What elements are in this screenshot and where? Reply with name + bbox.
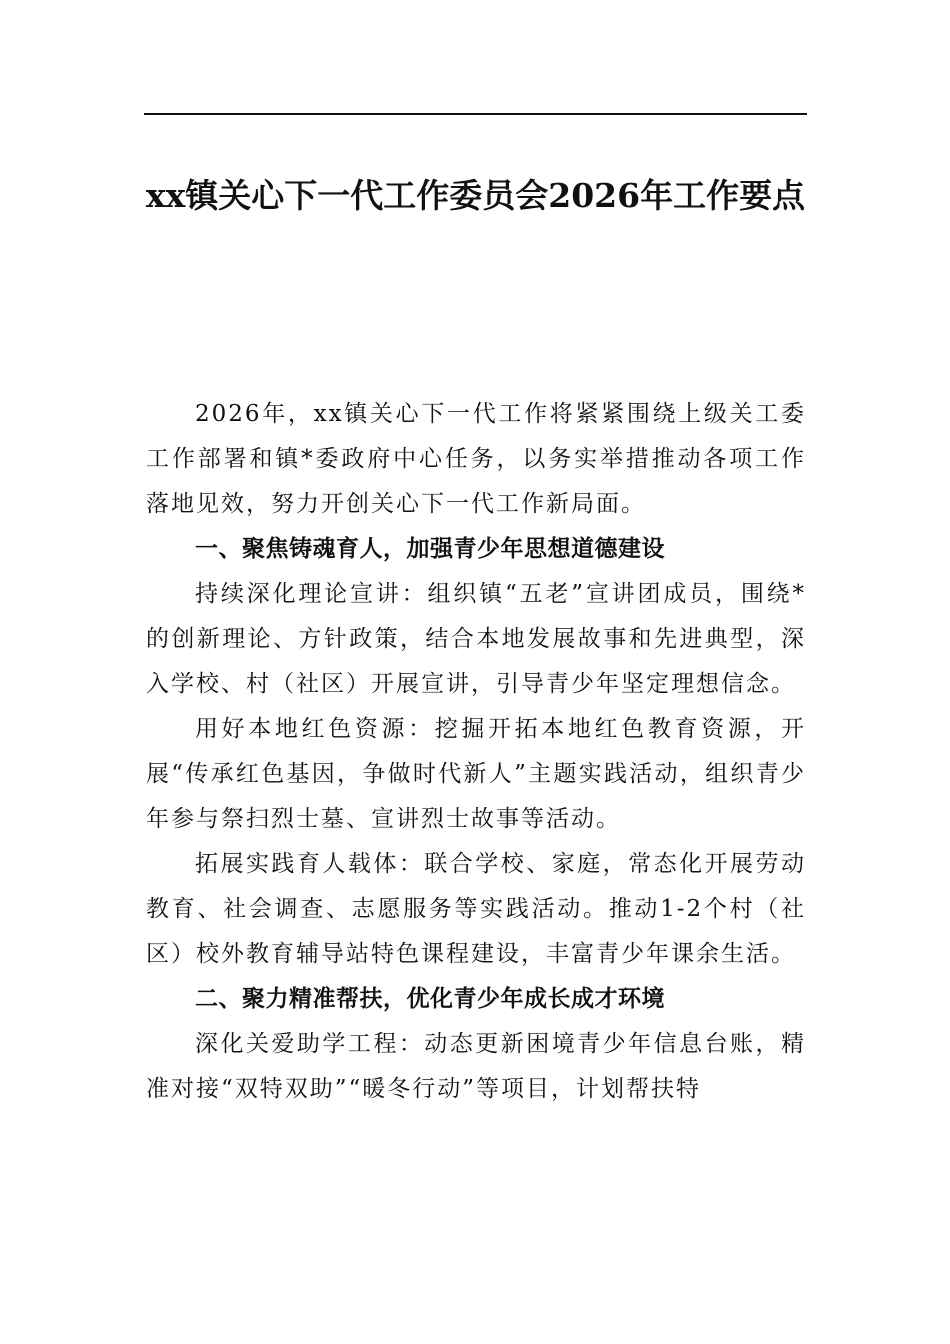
section-2-heading: 二、聚力精准帮扶，优化青少年成长成才环境: [195, 986, 665, 1012]
section-1-heading: 一、聚焦铸魂育人，加强青少年思想道德建设: [195, 536, 665, 562]
section-1-paragraph-2: 用好本地红色资源：挖掘开拓本地红色教育资源，开展“传承红色基因，争做时代新人”主题实践活动，组织青少年参与祭扫烈士墓、宣讲烈士故事等活动。: [146, 716, 806, 832]
section-2-paragraph-1: 深化关爱助学工程：动态更新困境青少年信息台账，精准对接“双特双助”“暖冬行动”等项目，计划帮扶特: [146, 1031, 806, 1102]
section-1-paragraph-1: 持续深化理论宣讲：组织镇“五老”宣讲团成员，围绕*的创新理论、方针政策，结合本地发展故事和先进典型，深入学校、村（社区）开展宣讲，引导青少年坚定理想信念。: [146, 581, 806, 697]
intro-paragraph: 2026年，xx镇关心下一代工作将紧紧围绕上级关工委工作部署和镇*委政府中心任务，以务实举措推动各项工作落地见效，努力开创关心下一代工作新局面。: [146, 401, 806, 517]
section-1-paragraph-3: 拓展实践育人载体：联合学校、家庭，常态化开展劳动教育、社会调查、志愿服务等实践活动。推动1-2个村（社区）校外教育辅导站特色课程建设，丰富青少年课余生活。: [146, 851, 806, 967]
document-body: [146, 392, 806, 1112]
document-title: xx镇关心下一代工作委员会2026年工作要点: [145, 176, 806, 215]
header-rule: [144, 113, 807, 115]
